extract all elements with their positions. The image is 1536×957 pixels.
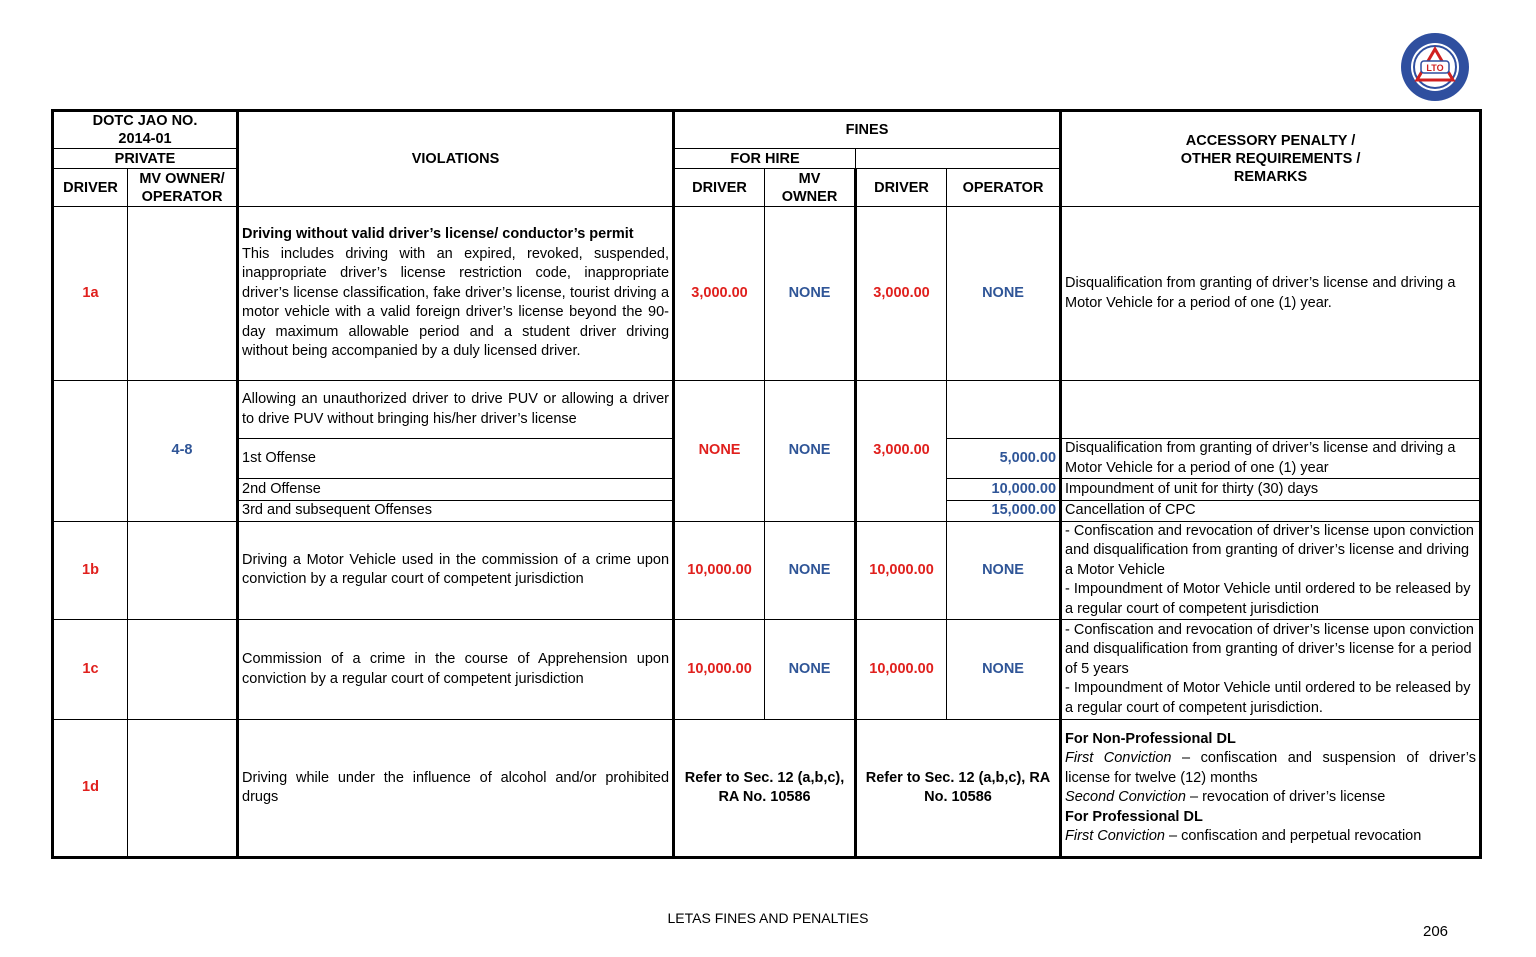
header-jao-driver: DRIVER — [53, 169, 128, 207]
remarks-cell — [1061, 521, 1481, 620]
header-hire-operator: OPERATOR — [947, 169, 1061, 207]
private-owner-fine: NONE — [765, 381, 856, 522]
header-hire-driver: DRIVER — [856, 169, 947, 207]
violation-desc: Driving while under the influence of alcohol and/or prohibited drugs — [238, 720, 674, 858]
hire-driver-fine: 3,000.00 — [856, 381, 947, 522]
header-remarks: ACCESSORY PENALTY / OTHER REQUIREMENTS / REMARKS — [1061, 111, 1481, 207]
remarks-line: - Impoundment of Motor Vehicle until ordered to be released by a regular court of competent jurisdiction — [1065, 581, 1471, 617]
code-cell: 1c — [53, 620, 128, 720]
hire-operator-fine: NONE — [947, 521, 1061, 620]
violation-desc: Commission of a crime in the course of Apprehension upon conviction by a regular court of competent jurisdiction — [238, 620, 674, 720]
remarks-label: Second Conviction — [1065, 789, 1186, 805]
operator-code-cell — [128, 720, 238, 858]
offense-fine: 10,000.00 — [947, 479, 1061, 501]
hire-operator-fine: NONE — [947, 207, 1061, 381]
private-owner-fine: NONE — [765, 620, 856, 720]
private-driver-fine: NONE — [674, 381, 765, 522]
offense-fine: 15,000.00 — [947, 501, 1061, 522]
hire-driver-fine: 3,000.00 — [856, 207, 947, 381]
hire-operator-fine: NONE — [947, 620, 1061, 720]
operator-code-cell — [128, 207, 238, 381]
table-row — [53, 521, 1481, 620]
private-owner-fine: NONE — [765, 521, 856, 620]
violation-desc: Allowing an unauthorized driver to drive PUV or allowing a driver to drive PUV without bringing his/her driver’s license — [238, 381, 674, 439]
remarks-text: – confiscation and suspension of driver’s license for twelve (12) months — [1065, 750, 1477, 786]
private-owner-fine: NONE — [765, 207, 856, 381]
header-for-hire: FOR HIRE — [674, 149, 856, 169]
hire-driver-fine: 10,000.00 — [856, 521, 947, 620]
remarks-text: – confiscation and perpetual revocation — [1164, 828, 1422, 844]
remarks-cell — [1061, 620, 1481, 720]
code-cell: 1a — [53, 207, 128, 381]
offense-fine: 5,000.00 — [947, 439, 1061, 479]
table-row — [53, 620, 1481, 720]
remarks-blank — [1061, 381, 1481, 439]
table-row — [53, 207, 1481, 381]
private-reference: Refer to Sec. 12 (a,b,c), RA No. 10586 — [674, 720, 856, 858]
lto-logo — [1388, 30, 1482, 104]
remarks-heading: For Non-Professional DL — [1065, 730, 1236, 747]
private-driver-fine: 3,000.00 — [674, 207, 765, 381]
remarks-line: - Confiscation and revocation of driver’s license upon conviction and disqualification from granting of driver’s license and driving a Motor Vehicle — [1065, 522, 1474, 578]
remarks-line: - Confiscation and revocation of driver’s license upon conviction and disqualification from granting of driver’s license for a period of 5 years — [1065, 621, 1474, 677]
hire-operator-fine-blank — [947, 381, 1061, 439]
header-violations: VIOLATIONS — [238, 111, 674, 207]
code-cell — [53, 381, 128, 522]
offense-label: 2nd Offense — [238, 479, 674, 501]
remarks-text: – revocation of driver’s license — [1185, 789, 1386, 805]
private-driver-fine: 10,000.00 — [674, 521, 765, 620]
remarks-cell — [1061, 720, 1481, 858]
table-row — [53, 720, 1481, 858]
footer-title: LETAS FINES AND PENALTIES — [667, 910, 869, 926]
violation-desc: This includes driving with an expired, revoked, suspended, inappropriate driver’s license restriction code, inappropriate driver’s license classification, fake driver’s license, tourist driving a motor vehicle with a valid foreign driver’s license beyond the 90-day maximum allowable period and a student driver driving without being accompanied by a duly licensed driver. — [242, 245, 670, 360]
header-fines: FINES — [674, 111, 1061, 149]
table-row — [53, 381, 1481, 439]
page-number: 206 — [1423, 923, 1449, 940]
offense-remarks: Cancellation of CPC — [1061, 501, 1481, 522]
violation-title: Driving without valid driver’s license/ conductor’s permit — [242, 226, 634, 243]
header-jao-mv-owner: MV OWNER/ OPERATOR — [128, 169, 238, 207]
offense-remarks: Disqualification from granting of driver’s license and driving a Motor Vehicle for a period of one (1) year — [1061, 439, 1481, 479]
header-private-driver: DRIVER — [674, 169, 765, 207]
header-jao: DOTC JAO NO. 2014-01 — [53, 111, 238, 149]
operator-code-cell — [128, 521, 238, 620]
hire-driver-fine: 10,000.00 — [856, 620, 947, 720]
operator-code-cell — [128, 620, 238, 720]
svg-text:LTO: LTO — [1426, 63, 1444, 73]
offense-label: 1st Offense — [238, 439, 674, 479]
remarks-heading: For Professional DL — [1065, 808, 1203, 825]
offense-remarks: Impoundment of unit for thirty (30) days — [1061, 479, 1481, 501]
remarks-label: First Conviction — [1065, 828, 1165, 844]
header-private-mv-owner: MV OWNER — [765, 169, 856, 207]
remarks-label: First Conviction — [1065, 750, 1172, 766]
operator-code-cell: 4-8 — [128, 381, 238, 522]
remarks-line: - Impoundment of Motor Vehicle until ordered to be released by a regular court of competent jurisdiction. — [1065, 680, 1471, 716]
header-private: PRIVATE — [53, 149, 238, 169]
fines-penalties-table — [51, 109, 1482, 859]
violation-cell — [238, 207, 674, 381]
private-driver-fine: 10,000.00 — [674, 620, 765, 720]
offense-label: 3rd and subsequent Offenses — [238, 501, 674, 522]
code-cell: 1d — [53, 720, 128, 858]
violation-desc: Driving a Motor Vehicle used in the commission of a crime upon conviction by a regular court of competent jurisdiction — [238, 521, 674, 620]
remarks-cell: Disqualification from granting of driver’s license and driving a Motor Vehicle for a period of one (1) year. — [1061, 207, 1481, 381]
code-cell: 1b — [53, 521, 128, 620]
hire-reference: Refer to Sec. 12 (a,b,c), RA No. 10586 — [856, 720, 1061, 858]
